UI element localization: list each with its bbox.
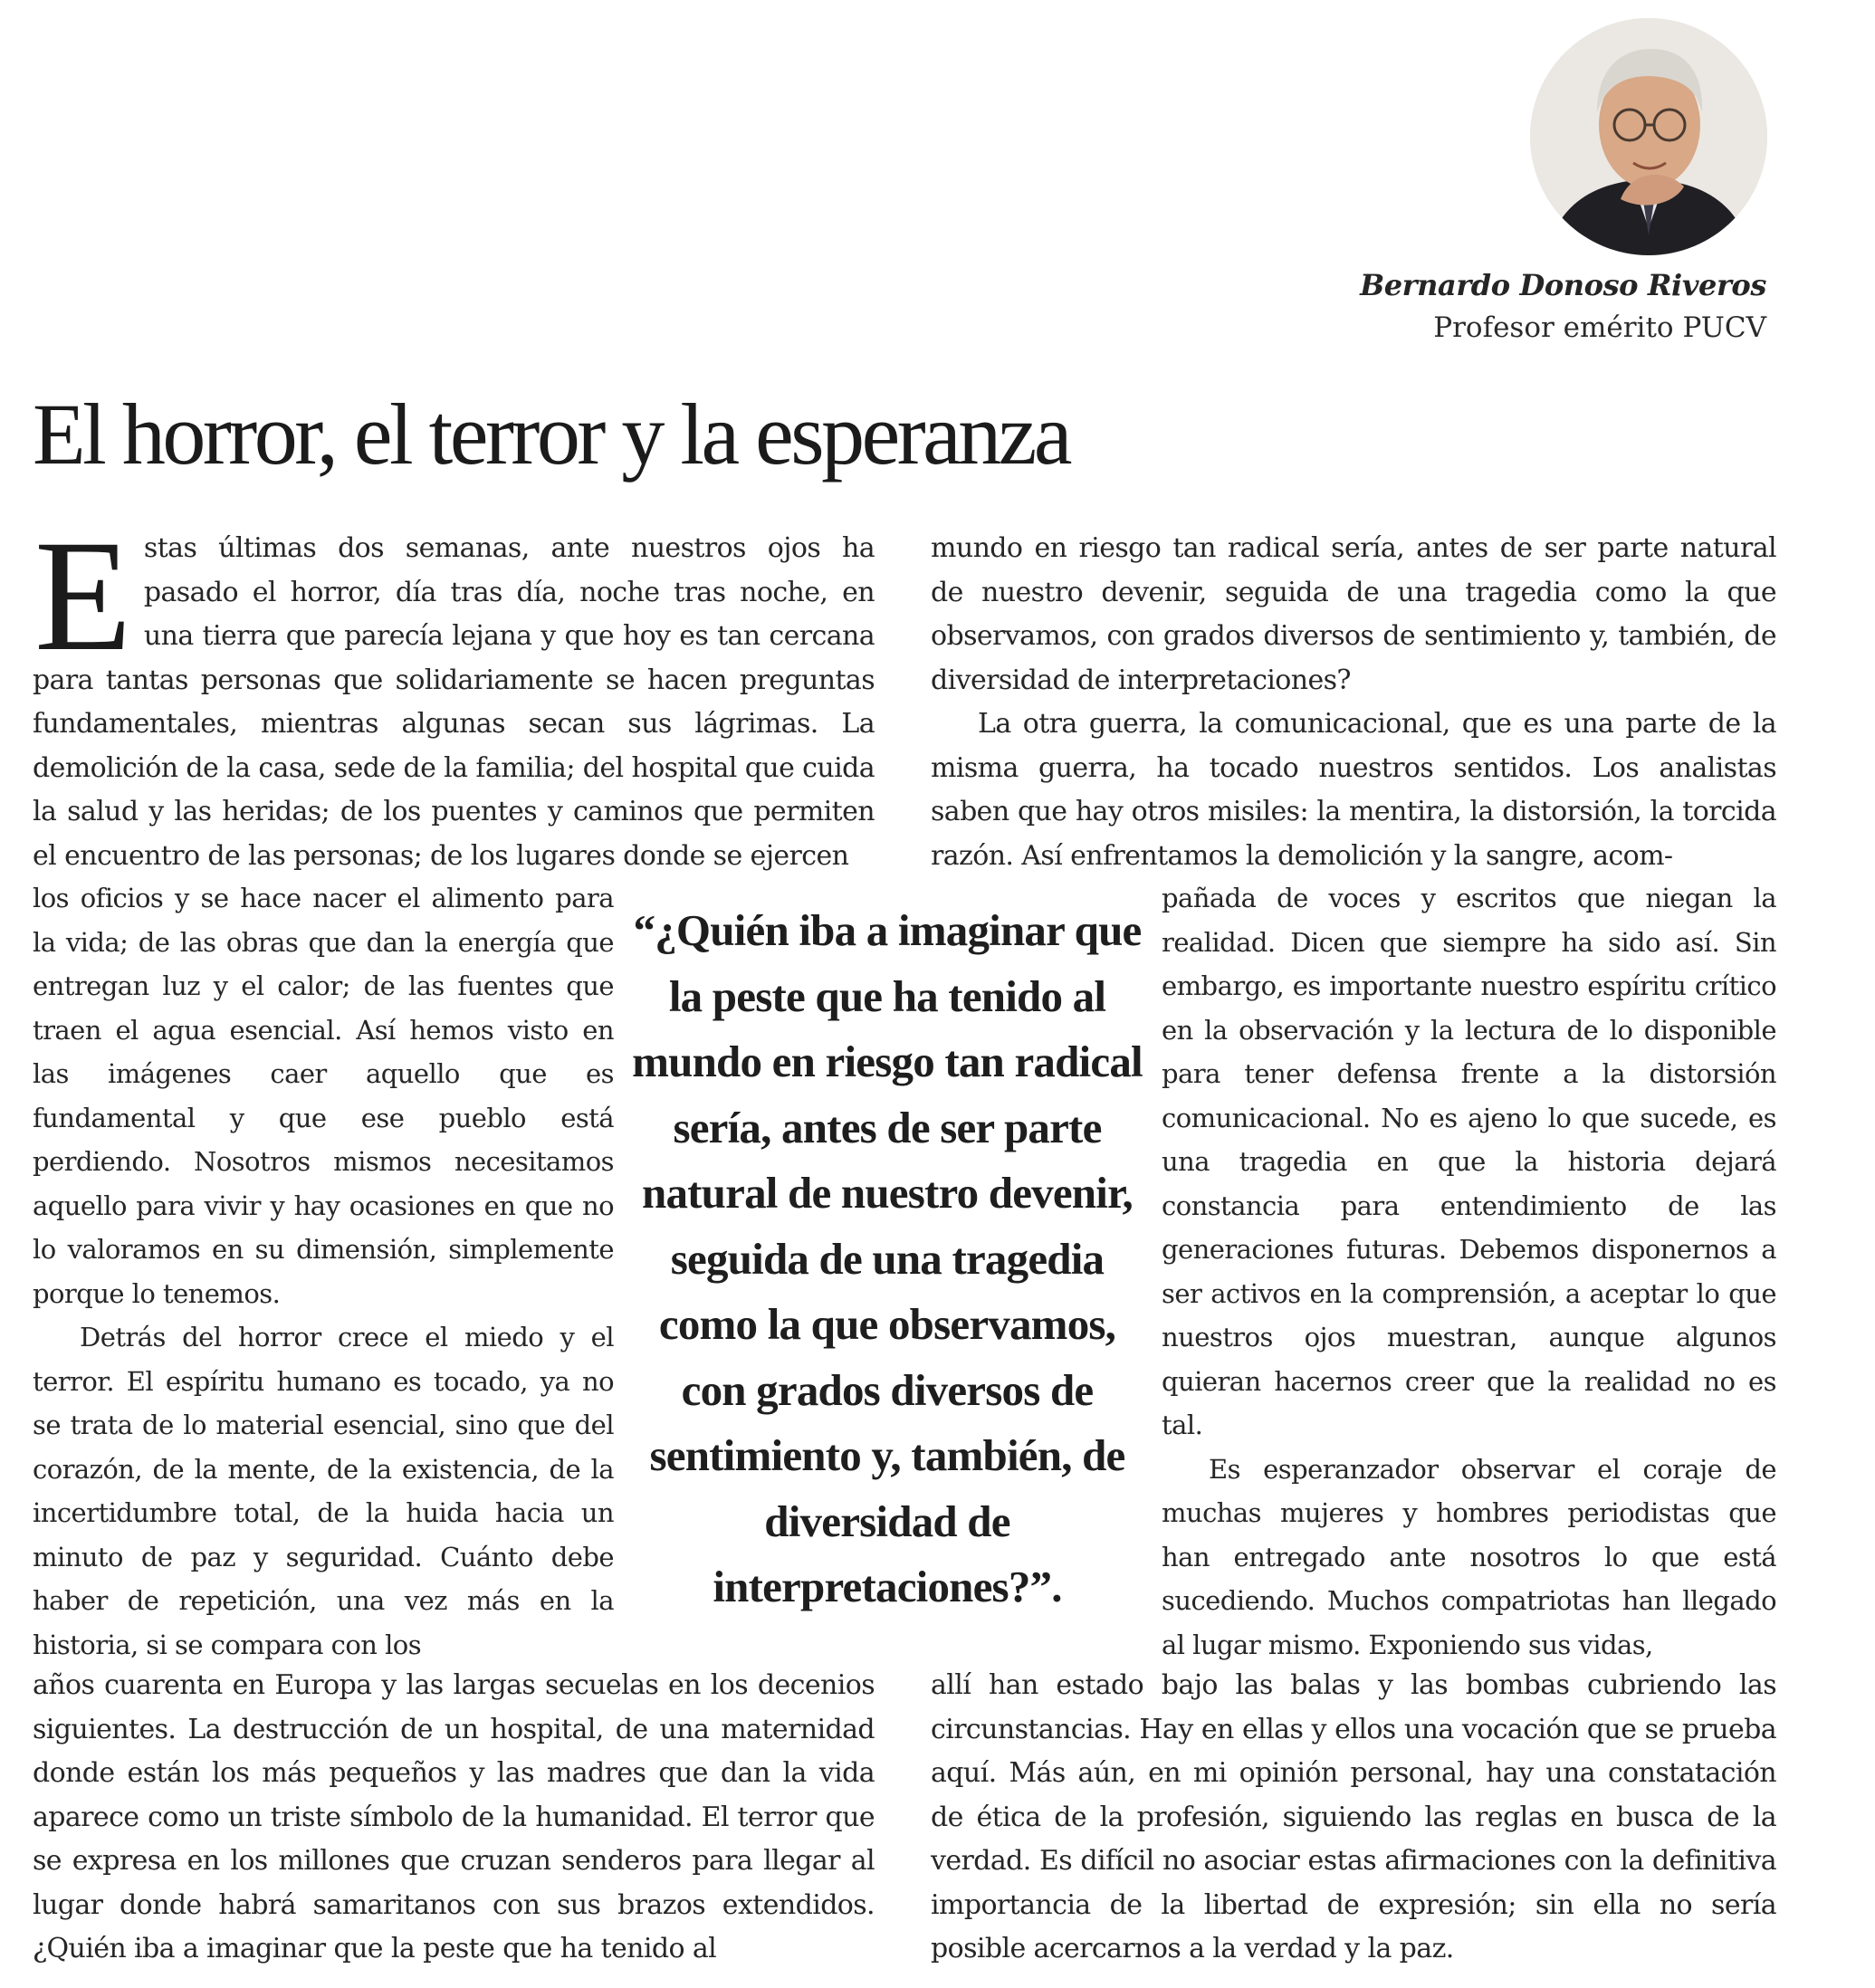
body-column-right-middle [1162, 876, 1776, 1667]
author-photo [1530, 18, 1767, 255]
body-paragraph-1: stas últimas dos semanas, ante nuestros ojos ha pasado el horror, día tras día, noche tras noche, en una tierra que parecía lejana y que hoy es tan cercana para tantas personas que solidariamente se hacen preguntas fundamentales, mientras algunas secan sus lágrimas. La demolición de la casa, sede de la familia; del hospital que cuida la salud y las heridas; de los puentes y caminos que permiten el encuentro de las personas; de los lugares donde se ejercen [33, 532, 875, 872]
body-paragraph-4-continued: allí han estado bajo las balas y las bombas cubriendo las circunstancias. Hay en ellas y ellos una vocación que se prueba aquí. Más aún, en mi opinión personal, hay una constatación de ética de la profesión, siguiendo las reglas en busca de la verdad. Es difícil no asociar estas afirmaciones con la definitiva importancia de la libertad de expresión; sin ella no sería posible acercarnos a la verdad y la paz. [931, 1669, 1776, 1964]
body-paragraph-2: Detrás del horror crece el miedo y el terror. El espíritu humano es tocado, ya no se trata de lo material esencial, sino que del corazón, de la mente, de la existencia, de la incertidumbre total, de la huida hacia un minuto de paz y seguridad. Cuánto debe haber de repetición, una vez más en la historia, si se compara con los [33, 1322, 614, 1660]
body-column-right-top [931, 527, 1776, 878]
author-name: Bernardo Donoso Riveros [1360, 268, 1766, 302]
body-column-left-top [33, 508, 875, 878]
body-paragraph-3-continued: pañada de voces y escritos que niegan la realidad. Dicen que siempre ha sido así. Sin embargo, es importante nuestro espíritu crítico en la observación y la lectura de lo disponible para tener defensa frente a la distorsión comunicacional. No es ajeno lo que sucede, es una tragedia en que la historia dejará constancia para entendimiento de las generaciones futuras. Debemos disponernos a ser activos en la comprensión, a aceptar lo que nuestros ojos muestran, aunque algunos quieran hacernos creer que la realidad no es tal. [1162, 883, 1776, 1440]
body-column-left-bottom [33, 1664, 875, 1972]
body-paragraph-2-continued: años cuarenta en Europa y las largas secuelas en los decenios siguientes. La destrucción de un hospital, de una maternidad donde están los más pequeños y las madres que dan la vida aparece como un triste símbolo de la humanidad. El terror que se expresa en los millones que cruzan senderos para llegar al lugar donde habrá samaritanos con sus brazos extendidos. ¿Quién iba a imaginar que la peste que ha tenido al [33, 1669, 875, 1964]
article-headline: El horror, el terror y la esperanza [33, 386, 1069, 483]
body-paragraph-3: La otra guerra, la comunicacional, que es una parte de la misma guerra, ha tocado nuestros sentidos. Los analistas saben que hay otros misiles: la mentira, la distorsión, la torcida razón. Así enfrentamos la demolición y la sangre, acom- [931, 708, 1776, 872]
body-column-left-middle [33, 876, 614, 1667]
body-paragraph-1-continued: los oficios y se hace nacer el alimento para la vida; de las obras que dan la energía que entregan luz y el calor; de las fuentes que traen el agua esencial. Así hemos visto en las imágenes caer aquello que es fundamental y que ese pueblo está perdiendo. Nosotros mismos necesitamos aquello para vivir y hay ocasiones en que no lo valoramos en su dimensión, simplemente porque lo tenemos. [33, 883, 614, 1309]
author-portrait-image [1530, 18, 1767, 255]
body-paragraph-2-end: mundo en riesgo tan radical sería, antes de ser parte natural de nuestro devenir, seguida de una tragedia como la que observamos, con grados diversos de sentimiento y, también, de diversidad de interpretaciones? [931, 532, 1776, 696]
pull-quote: “¿Quién iba a imaginar que la peste que ha tenido al mundo en riesgo tan radical sería, antes de ser parte natural de nuestro devenir, seguida de una tragedia como la que observamos, con grados diversos de sentimiento y, también, de diversidad de interpretaciones?”. [632, 905, 1143, 1611]
body-column-right-bottom [931, 1664, 1776, 1972]
author-title: Profesor emérito PUCV [1433, 311, 1766, 344]
body-paragraph-4: Es esperanzador observar el coraje de muchas mujeres y hombres periodistas que han entregado ante nosotros lo que está sucediendo. Muchos compatriotas han llegado al lugar mismo. Exponiendo sus vidas, [1162, 1453, 1776, 1660]
drop-cap: E [34, 508, 131, 684]
